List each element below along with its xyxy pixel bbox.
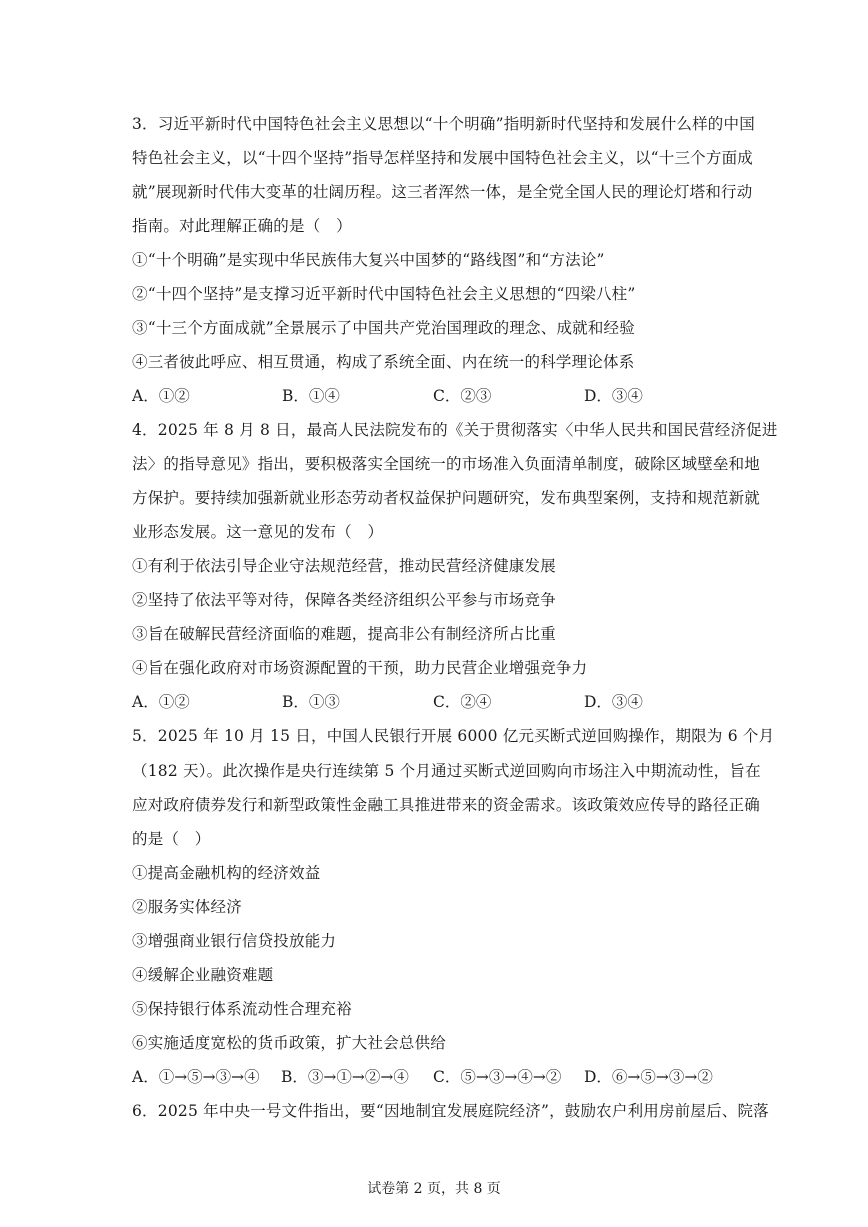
q5-stem-line-3: 应对政府债券发行和新型政策性金融工具推进带来的资金需求。该政策效应传导的路径正确 [132, 796, 761, 814]
q4-item-4: ④旨在强化政府对市场资源配置的干预，助力民营企业增强竞争力 [132, 659, 588, 677]
q3-item-3: ③“十三个方面成就”全景展示了中国共产党治国理政的理念、成就和经验 [132, 319, 635, 337]
q4-option-d[interactable]: D．③④ [584, 693, 643, 711]
q5-option-b[interactable]: B．③→①→②→④ [281, 1068, 409, 1086]
q4-item-3: ③旨在破解民营经济面临的难题，提高非公有制经济所占比重 [132, 625, 556, 643]
q5-stem-line-4: 的是（ ） [132, 830, 211, 848]
q4-option-c[interactable]: C．②④ [433, 693, 492, 711]
q3-item-4: ④三者彼此呼应、相互贯通，构成了系统全面、内在统一的科学理论体系 [132, 353, 635, 371]
q4-item-2: ②坚持了依法平等对待，保障各类经济组织公平参与市场竞争 [132, 591, 556, 609]
q4-item-1: ①有利于依法引导企业守法规范经营，推动民营经济健康发展 [132, 557, 556, 575]
q5-item-2: ②服务实体经济 [132, 898, 242, 916]
q5-stem-line-1: 5．2025 年 10 月 15 日，中国人民银行开展 6000 亿元买断式逆回购操作，期限为 6 个月 [132, 727, 775, 745]
q3-stem-line-1: 3．习近平新时代中国特色社会主义思想以“十个明确”指明新时代坚持和发展什么样的中国 [132, 115, 755, 133]
q5-option-c[interactable]: C．⑤→③→④→② [433, 1068, 562, 1086]
q3-option-b[interactable]: B．①④ [282, 387, 340, 405]
q4-stem-line-2: 法〉的指导意见》指出，要积极落实全国统一的市场准入负面清单制度，破除区域壁垒和地 [132, 455, 761, 473]
q5-stem-line-2: （182 天）。此次操作是央行连续第 5 个月通过买断式逆回购向市场注入中期流动性，旨在 [132, 762, 761, 780]
q3-option-c[interactable]: C．②③ [433, 387, 492, 405]
q3-item-2: ②“十四个坚持”是支撑习近平新时代中国特色社会主义思想的“四梁八柱” [132, 285, 636, 303]
q5-item-1: ①提高金融机构的经济效益 [132, 864, 321, 882]
q3-item-1: ①“十个明确”是实现中华民族伟大复兴中国梦的“路线图”和“方法论” [132, 251, 605, 269]
q5-item-3: ③增强商业银行信贷投放能力 [132, 932, 337, 950]
q5-option-d[interactable]: D．⑥→⑤→③→② [584, 1068, 713, 1086]
q3-stem-line-4: 指南。对此理解正确的是（ ） [132, 217, 352, 235]
q4-option-a[interactable]: A．①② [132, 693, 190, 711]
q5-option-a[interactable]: A．①→⑤→③→④ [132, 1068, 260, 1086]
q3-stem-line-2: 特色社会主义，以“十四个坚持”指导怎样坚持和发展中国特色社会主义，以“十三个方面成 [132, 149, 753, 167]
q6-stem-line-1: 6．2025 年中央一号文件指出，要“因地制宜发展庭院经济”，鼓励农户利用房前屋后、院落 [132, 1102, 769, 1120]
q3-option-a[interactable]: A．①② [132, 387, 190, 405]
q4-stem-line-3: 方保护。要持续加强新就业形态劳动者权益保护问题研究，发布典型案例，支持和规范新就 [132, 489, 761, 507]
q3-option-d[interactable]: D．③④ [584, 387, 643, 405]
q4-stem-line-1: 4．2025 年 8 月 8 日，最高人民法院发布的《关于贯彻落实〈中华人民共和国民营经济促进 [132, 421, 778, 439]
q5-item-6: ⑥实施适度宽松的货币政策，扩大社会总供给 [132, 1034, 447, 1052]
q4-stem-line-4: 业形态发展。这一意见的发布（ ） [132, 523, 384, 541]
page-footer: 试卷第 2 页，共 8 页 [367, 1181, 501, 1197]
q4-option-b[interactable]: B．①③ [282, 693, 340, 711]
q5-item-4: ④缓解企业融资难题 [132, 966, 274, 984]
q3-stem-line-3: 就”展现新时代伟大变革的壮阔历程。这三者浑然一体，是全党全国人民的理论灯塔和行动 [132, 183, 753, 201]
q5-item-5: ⑤保持银行体系流动性合理充裕 [132, 1000, 352, 1018]
